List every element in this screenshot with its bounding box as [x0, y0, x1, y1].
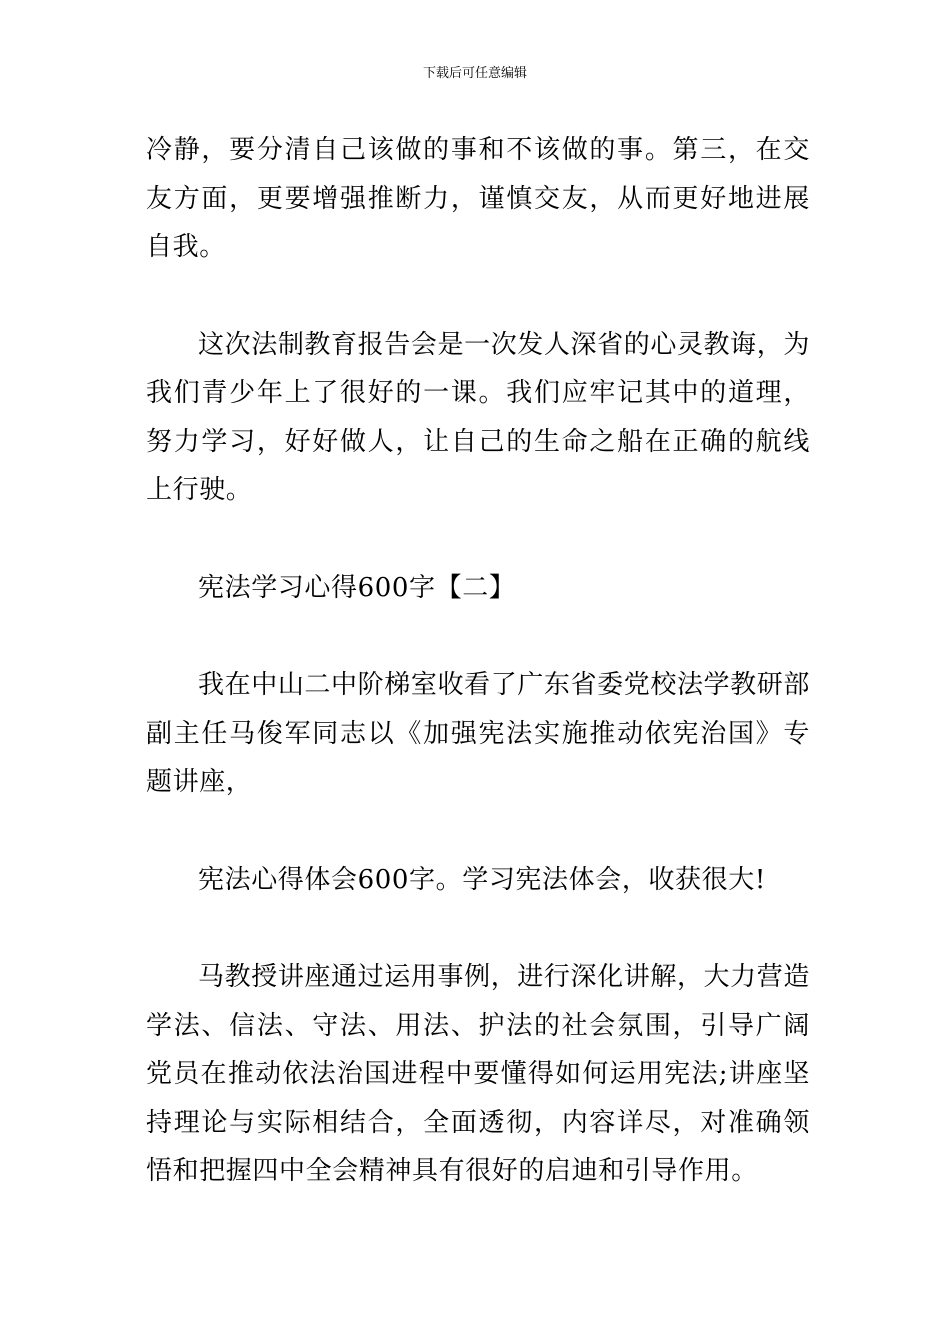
- section-heading: 宪法学习心得600字【二】: [198, 572, 516, 603]
- paragraph-gap: [146, 807, 810, 856]
- paragraph-gap: [146, 904, 810, 953]
- paragraph-gap: [146, 515, 810, 564]
- page-header-note: 下载后可任意编辑: [422, 66, 527, 81]
- paragraph-gap: [146, 612, 810, 661]
- paragraph-report-summary: 这次法制教育报告会是一次发人深省的心灵教诲，为我们青少年上了很好的一课。我们应牢记其中的道理，努力学习，好好做人，让自己的生命之船在正确的航线上行驶。: [146, 329, 810, 505]
- paragraph-lecture-detail: 马教授讲座通过运用事例，进行深化讲解，大力营造学法、信法、守法、用法、护法的社会氛围，引导广阔党员在推动依法治国进程中要懂得如何运用宪法;讲座坚持理论与实际相结合，全面透彻，内容详尽，对准确领悟和把握四中全会精神具有很好的启迪和引导作用。: [146, 962, 810, 1186]
- document-body: [146, 126, 810, 1196]
- paragraph-lecture-intro: 我在中山二中阶梯室收看了广东省委党校法学教研部副主任马俊军同志以《加强宪法实施推动依宪治国》专题讲座，: [146, 670, 810, 797]
- paragraph-gap: [146, 272, 810, 321]
- paragraph-continuation: 冷静，要分清自己该做的事和不该做的事。第三，在交友方面，更要增强推断力，谨慎交友，从而更好地进展自我。: [146, 135, 810, 262]
- paragraph-gain: 宪法心得体会600字。学习宪法体会，收获很大!: [198, 864, 766, 895]
